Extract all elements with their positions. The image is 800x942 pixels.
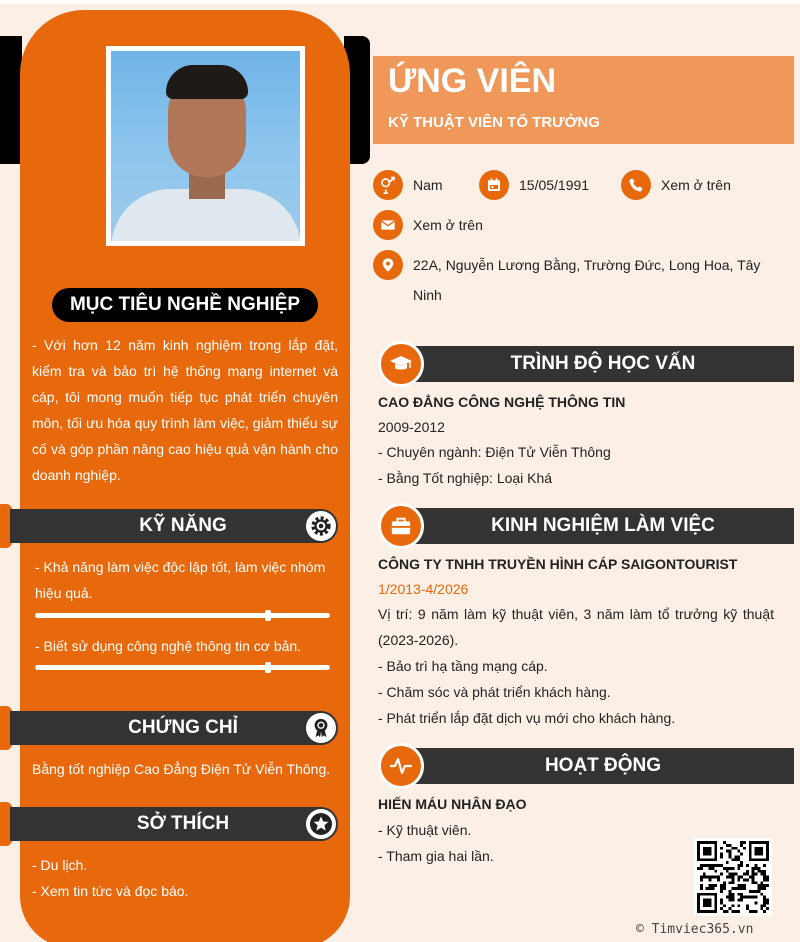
copyright: © Timviec365.vn xyxy=(636,922,754,937)
sidebar xyxy=(20,10,350,942)
skill-knob-1 xyxy=(265,610,271,621)
gender-value: Nam xyxy=(413,177,443,193)
education-title: TRÌNH ĐỘ HỌC VẤN xyxy=(510,353,696,374)
skill-item-1: - Khả năng làm việc độc lập tốt, làm việc nhóm hiệu quả. xyxy=(35,559,326,601)
star-icon xyxy=(306,809,336,839)
activities-header xyxy=(378,746,794,784)
skill-item-2: - Biết sử dụng công nghệ thông tin cơ bản. xyxy=(35,638,302,654)
certs-text: Bằng tốt nghiệp Cao Đẳng Điện Tử Viễn Thông. xyxy=(32,761,331,777)
education-school: CAO ĐẲNG CÔNG NGHỆ THÔNG TIN xyxy=(378,394,626,410)
name-box xyxy=(373,56,794,144)
phone-icon xyxy=(621,170,651,200)
candidate-name: ỨNG VIÊN xyxy=(388,62,557,100)
decor-bar-left xyxy=(0,36,22,164)
skill-bar-2 xyxy=(35,665,330,670)
cv-page xyxy=(0,4,800,942)
education-header xyxy=(378,344,794,382)
hobby-item-2: - Xem tin tức và đọc báo. xyxy=(32,883,189,899)
gear-icon xyxy=(306,511,336,541)
objective-title: MỤC TIÊU NGHỀ NGHIỆP xyxy=(52,288,318,322)
award-medal-icon xyxy=(306,713,336,743)
experience-line-2: - Chăm sóc và phát triển khách hàng. xyxy=(378,684,611,700)
location-pin-icon xyxy=(373,250,403,280)
experience-position: Vị trí: 9 năm làm kỹ thuật viên, 3 năm làm tổ trưởng kỹ thuật (2023-2026). xyxy=(378,606,774,648)
education-line-1: - Chuyên ngành: Điện Tử Viễn Thông xyxy=(378,444,611,460)
activities-title: HOẠT ĐỘNG xyxy=(544,755,662,776)
activities-line-1: - Kỹ thuật viên. xyxy=(378,822,472,838)
briefcase-icon xyxy=(378,503,424,549)
skill-bar-1 xyxy=(35,613,330,618)
certs-title: CHỨNG CHỈ xyxy=(128,717,238,738)
address-value: 22A, Nguyễn Lương Bằng, Trường Đức, Long Hoa, Tây Ninh xyxy=(413,257,761,303)
qr-code xyxy=(694,838,772,916)
calendar-icon xyxy=(479,170,509,200)
experience-company: CÔNG TY TNHH TRUYỀN HÌNH CÁP SAIGONTOURIST xyxy=(378,556,738,572)
gender-icon xyxy=(373,170,403,200)
activity-pulse-icon xyxy=(378,743,424,789)
skills-header xyxy=(10,509,338,543)
experience-header xyxy=(378,506,794,544)
certs-header xyxy=(10,711,338,745)
experience-period: 1/2013-4/2026 xyxy=(378,581,469,597)
experience-line-1: - Bảo trì hạ tầng mạng cáp. xyxy=(378,658,548,674)
phone-value: Xem ở trên xyxy=(661,177,731,193)
objective-text: - Với hơn 12 năm kinh nghiệm trong lắp đặt, kiểm tra và bảo trì hệ thống mạng internet và cáp, tôi mong muốn tiếp tục phát triển chuyên môn, tối ưu hóa quy trình làm việc, giảm thiểu sự cố và góp phần nâng cao hiệu quả vận hành cho doanh nghiệp. xyxy=(32,337,338,483)
activities-line-2: - Tham gia hai lần. xyxy=(378,848,494,864)
birthdate-value: 15/05/1991 xyxy=(519,177,590,193)
email-icon xyxy=(373,210,403,240)
hobbies-title: SỞ THÍCH xyxy=(136,813,230,834)
graduation-cap-icon xyxy=(378,341,424,387)
experience-line-3: - Phát triển lắp đặt dịch vụ mới cho khách hàng. xyxy=(378,710,676,726)
skills-title: KỸ NĂNG xyxy=(139,515,227,536)
hobbies-header xyxy=(10,807,338,841)
experience-title: KINH NGHIỆM LÀM VIỆC xyxy=(491,515,715,536)
education-years: 2009-2012 xyxy=(378,419,445,435)
skill-knob-2 xyxy=(265,662,271,673)
education-line-2: - Bằng Tốt nghiệp: Loại Khá xyxy=(378,470,553,486)
hobby-item-1: - Du lịch. xyxy=(32,857,88,873)
avatar xyxy=(106,46,305,246)
activities-org: HIẾN MÁU NHÂN ĐẠO xyxy=(378,796,527,812)
email-value: Xem ở trên xyxy=(413,217,483,233)
candidate-role: KỸ THUẬT VIÊN TỔ TRƯỞNG xyxy=(388,114,600,131)
